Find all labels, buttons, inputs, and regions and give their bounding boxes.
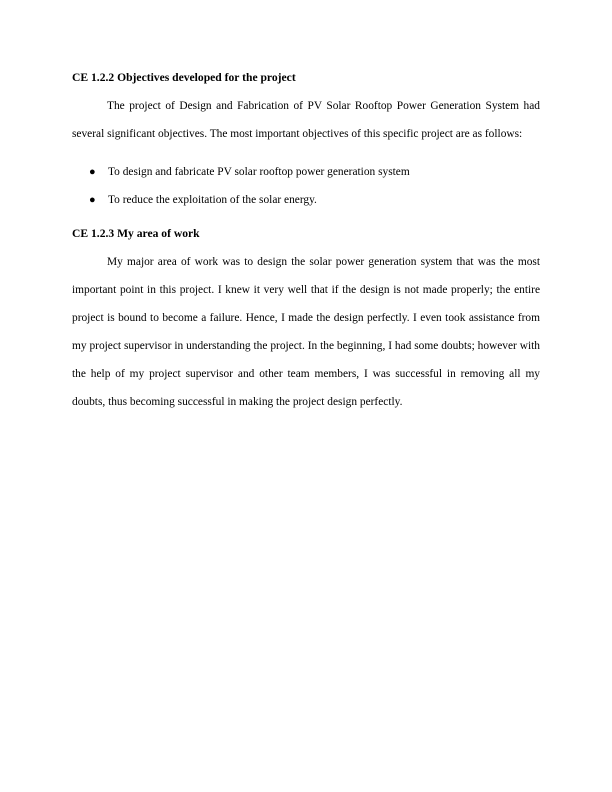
area-of-work-paragraph: My major area of work was to design the solar power generation system that was the most important point in this project. I knew it very well that if the design is not made properly; the entire project is bound to become a failure. Hence, I made the design perfectly. I even took assistance from my project supervisor in understanding the project. In the beginning, I had some doubts; however with the help of my project supervisor and other team members, I was successful in removing all my doubts, thus becoming successful in making the project design perfectly. bbox=[72, 256, 540, 408]
section-heading-objectives: CE 1.2.2 Objectives developed for the project bbox=[72, 71, 296, 84]
list-item bbox=[72, 158, 540, 186]
list-item-text: To reduce the exploitation of the solar energy. bbox=[108, 194, 317, 206]
section-heading-area-of-work: CE 1.2.3 My area of work bbox=[72, 227, 200, 240]
objectives-paragraph: The project of Design and Fabrication of PV Solar Rooftop Power Generation System had several significant objectives. The most important objectives of this specific project are as follows: bbox=[72, 100, 540, 140]
bullet-icon: ● bbox=[89, 166, 96, 178]
list-item-text: To design and fabricate PV solar rooftop power generation system bbox=[108, 166, 410, 178]
objectives-list bbox=[72, 158, 540, 214]
bullet-icon: ● bbox=[89, 194, 96, 206]
list-item bbox=[72, 186, 540, 214]
document-page bbox=[72, 64, 540, 416]
